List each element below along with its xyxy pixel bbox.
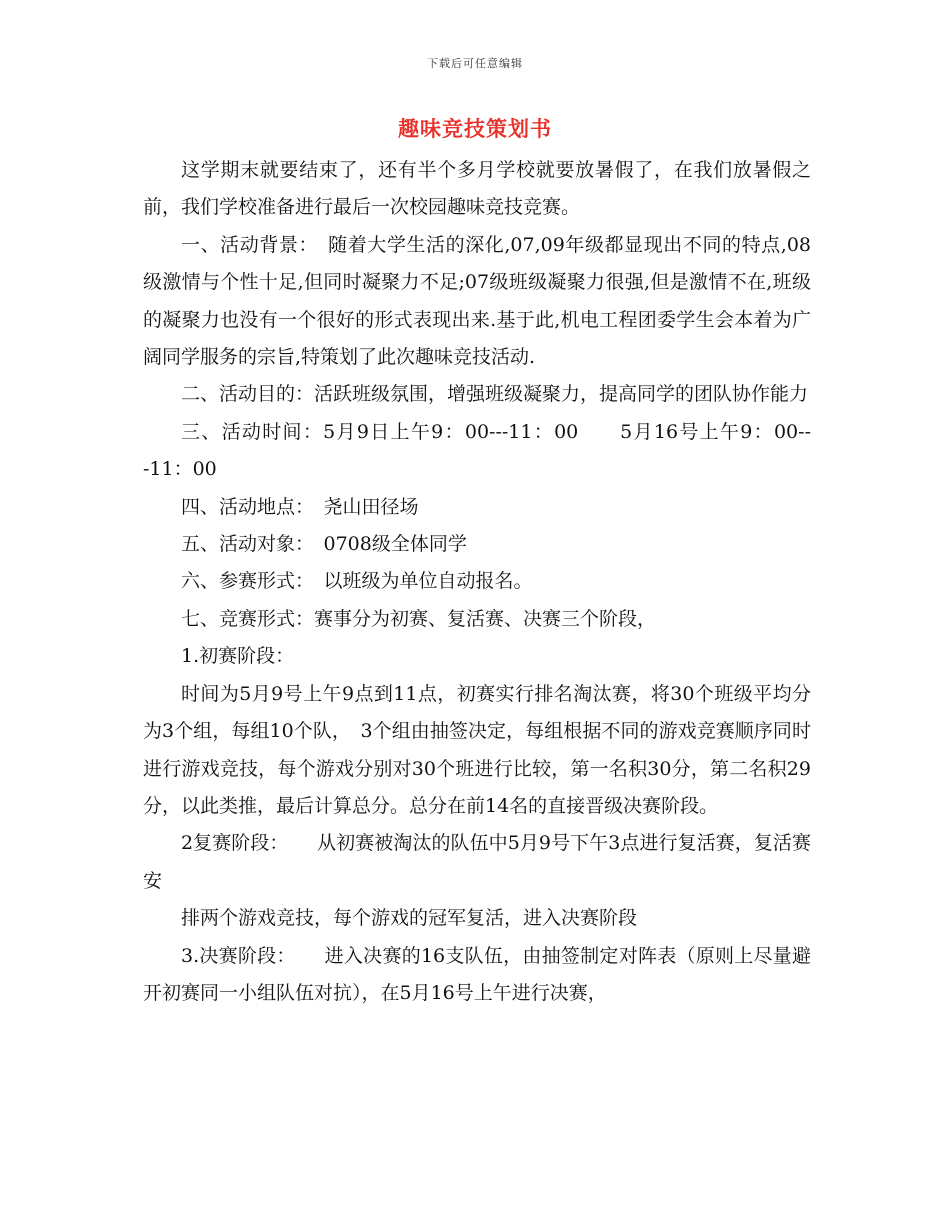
paragraph-background: 一、活动背景： 随着大学生活的深化,07,09年级都显现出不同的特点,08级激情与个性十足,但同时凝聚力不足;07级班级凝聚力很强,但是激情不在,班级的凝聚力也没有一个很好的形式表现出来.基于此,机电工程团委学生会本着为广阔同学服务的宗旨,特策划了此次趣味竞技活动. (143, 233, 811, 369)
paragraph-registration: 六、参赛形式： 以班级为单位自动报名。 (181, 570, 533, 593)
paragraph-final: 3.决赛阶段： 进入决赛的16支队伍，由抽签制定对阵表（原则上尽量避开初赛同一小组队伍对抗），在5月16号上午进行决赛， (143, 944, 811, 1004)
paragraph-purpose: 二、活动目的：活跃班级氛围，增强班级凝聚力，提高同学的团队协作能力 (181, 383, 809, 406)
paragraph-participants: 五、活动对象： 0708级全体同学 (181, 533, 467, 556)
paragraph-time: 三、活动时间：5月9日上午9：00---11：00 5月16号上午9：00---11：00 (143, 420, 811, 481)
paragraph-format: 七、竞赛形式：赛事分为初赛、复活赛、决赛三个阶段， (181, 607, 657, 630)
paragraph-repechage: 2复赛阶段： 从初赛被淘汰的队伍中5月9号下午3点进行复活赛，复活赛安 (143, 832, 811, 892)
paragraph-intro: 这学期末就要结束了，还有半个多月学校就要放暑假了，在我们放暑假之前，我们学校准备进行最后一次校园趣味竞技竞赛。 (143, 159, 811, 219)
paragraph-location: 四、活动地点： 尧山田径场 (181, 495, 419, 518)
document-body (143, 152, 811, 1012)
document-title: 趣味竞技策划书 (398, 116, 552, 141)
paragraph-preliminary-detail: 时间为5月9号上午9点到11点，初赛实行排名淘汰赛，将30个班级平均分为3个组，每组10个队， 3个组由抽签决定，每组根据不同的游戏竞赛顺序同时进行游戏竞技，每个游戏分别对30个班进行比较，第一名积30分，第二名积29分，以此类推，最后计算总分。总分在前14名的直接晋级决赛阶段。 (143, 682, 811, 817)
header-note: 下载后可任意编辑 (427, 57, 523, 70)
paragraph-repechage-detail: 排两个游戏竞技，每个游戏的冠军复活，进入决赛阶段 (181, 907, 638, 930)
paragraph-preliminary-heading: 1.初赛阶段： (181, 645, 295, 668)
